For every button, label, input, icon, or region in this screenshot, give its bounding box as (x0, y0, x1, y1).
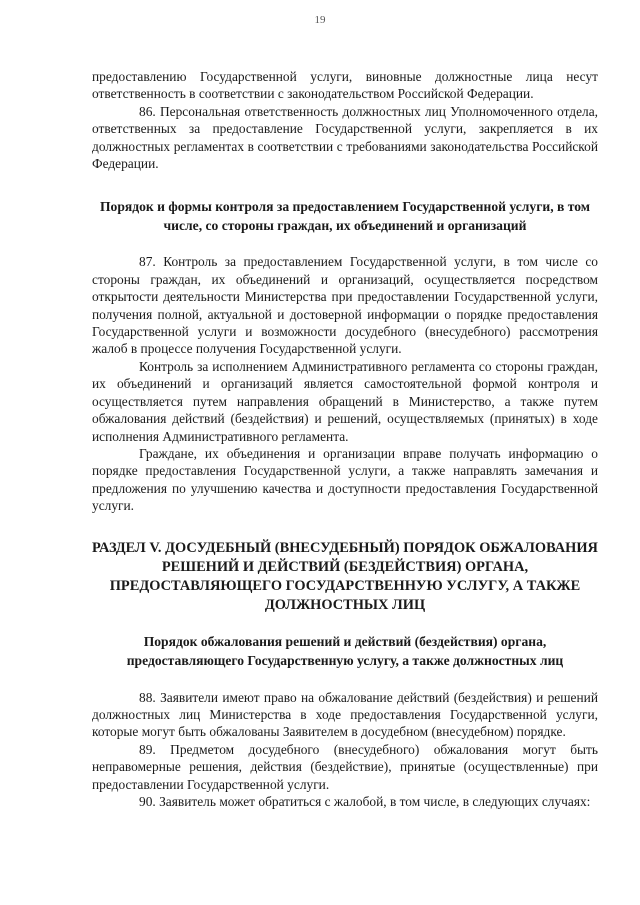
heading-appeal: Порядок обжалования решений и действий (бездействия) органа, предоставляющего Государственную услугу, а также должностных лиц (126, 633, 564, 668)
paragraph-continuation: предоставлению Государственной услуги, виновные должностные лица несут ответственность в соответствии с законодательством Российской Федерации. (92, 69, 598, 102)
paragraph-88: 88. Заявители имеют право на обжалование действий (бездействия) и решений должностных лиц Министерства в ходе предоставления Государственной услуги, которые могут быть обжалованы Заявителем в досудебном (внесудебном) порядке. (92, 689, 598, 740)
paragraph-90: 90. Заявитель может обратиться с жалобой, в том числе, в следующих случаях: (139, 793, 591, 809)
paragraph-86: 86. Персональная ответственность должностных лиц Уполномоченного отдела, ответственных за предоставление Государственной услуги, закрепляется в их должностных регламентах в соответствии с требованиями законодательства Российской Федерации. (92, 103, 598, 172)
page-number: 19 (314, 14, 326, 26)
document-body (92, 68, 598, 810)
paragraph-89: 89. Предметом досудебного (внесудебного) обжалования могут быть неправомерные решения, действия (бездействие), принятые (осуществленные) при предоставлении Государственной услуги. (92, 741, 598, 792)
paragraph-citizens: Граждане, их объединения и организации вправе получать информацию о порядке предоставления Государственной услуги, а также направлять замечания и предложения по улучшению качества и доступности предоставления Государственной услуги. (92, 445, 598, 514)
section-title: РАЗДЕЛ V. ДОСУДЕБНЫЙ (ВНЕСУДЕБНЫЙ) ПОРЯДОК ОБЖАЛОВАНИЯ РЕШЕНИЙ И ДЕЙСТВИЙ (БЕЗДЕЙСТВИЯ) ОРГАНА, ПРЕДОСТАВЛЯЮЩЕГО ГОСУДАРСТВЕННУЮ УСЛУГУ, А ТАКЖЕ ДОЛЖНОСТНЫХ ЛИЦ (92, 539, 598, 613)
paragraph-control-execution: Контроль за исполнением Административного регламента со стороны граждан, их объединений и организаций является самостоятельной формой контроля и осуществляется путем направления обращений в Министерство, а также путем обжалования действий (бездействия) и решений, осуществляемых (принятых) в ходе исполнения Административного регламента. (92, 358, 598, 444)
paragraph-87: 87. Контроль за предоставлением Государственной услуги, в том числе со стороны граждан, их объединений и организаций, осуществляется посредством открытости деятельности Министерства при предоставлении Государственной услуги, получения полной, актуальной и достоверной информации о порядке предоставления Государственной услуги и возможности досудебного (внесудебного) рассмотрения жалоб в процессе получения Государственной услуги. (92, 254, 598, 357)
heading-control: Порядок и формы контроля за предоставлением Государственной услуги, в том числе, со стороны граждан, их объединений и организаций (99, 199, 591, 234)
